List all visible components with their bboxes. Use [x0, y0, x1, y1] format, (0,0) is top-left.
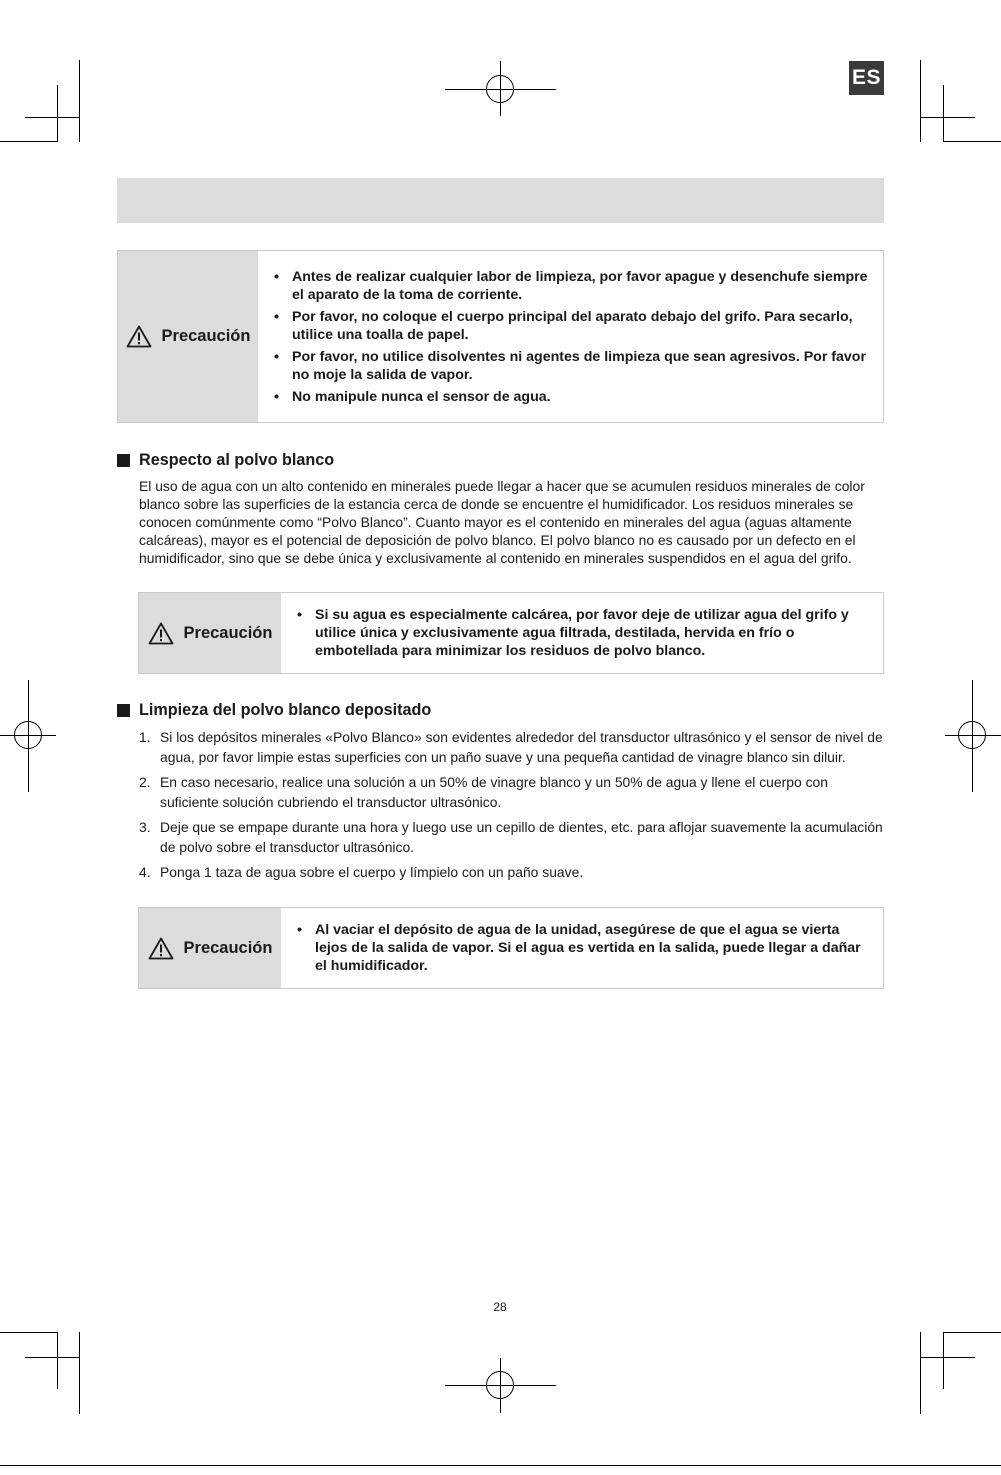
caution-item: • Por favor, no coloque el cuerpo principal del aparato debajo del grifo. Para secarlo, utilice una toalla de papel. [272, 308, 869, 344]
caution-item: • Al vaciar el depósito de agua de la unidad, asegúrese de que el agua se vierta lejos de la salida de vapor. Si el agua es vertida en la salida, puede llegar a dañar el humidificador. [295, 921, 869, 975]
caution-box-2 [138, 592, 884, 674]
step-text: Deje que se empape durante una hora y luego use un cepillo de dientes, etc. para aflojar suavemente la acumulación de polvo sobre el transductor ultrasónico. [160, 819, 883, 855]
section-title-text: Limpieza del polvo blanco depositado [139, 701, 432, 719]
caution-body [281, 908, 883, 988]
caution-box-3 [138, 907, 884, 989]
cleaning-steps [139, 727, 887, 887]
step-number: 1. [139, 729, 151, 745]
step-item [139, 727, 887, 767]
caution-body [281, 593, 883, 673]
header-bar [117, 178, 884, 223]
warning-icon [148, 937, 174, 960]
caution-label-text: Precaución [183, 938, 273, 957]
square-bullet-icon [117, 704, 130, 717]
caution-label [139, 593, 281, 673]
page-number: 28 [493, 1300, 507, 1314]
caution-item: • Antes de realizar cualquier labor de limpieza, por favor apague y desenchufe siempre el aparato de la toma de corriente. [272, 268, 869, 304]
warning-icon [148, 622, 174, 645]
step-item [139, 862, 887, 882]
step-number: 4. [139, 864, 151, 880]
caution-item: • Si su agua es especialmente calcárea, por favor deje de utilizar agua del grifo y utilice única y exclusivamente agua filtrada, destilada, hervida en frío o embotellada para minimizar los residuos de polvo blanco. [295, 606, 869, 660]
caution-label-text: Precaución [161, 327, 251, 345]
section-title-text: Respecto al polvo blanco [139, 451, 335, 469]
caution-label [118, 251, 258, 422]
step-number: 3. [139, 819, 151, 835]
step-text: Ponga 1 taza de agua sobre el cuerpo y límpielo con un paño suave. [160, 864, 584, 880]
step-number: 2. [139, 774, 151, 790]
step-text: En caso necesario, realice una solución a un 50% de vinagre blanco y un 50% de agua y llene el cuerpo con suficiente solución cubriendo el transductor ultrasónico. [160, 774, 828, 810]
language-tab: ES [849, 61, 884, 95]
section-title-white-dust [117, 451, 334, 470]
caution-item: • Por favor, no utilice disolventes ni agentes de limpieza que sean agresivos. Por favor no moje la salida de vapor. [272, 348, 869, 384]
warning-icon [126, 325, 152, 348]
section-paragraph: El uso de agua con un alto contenido en minerales puede llegar a hacer que se acumulen residuos minerales de color blanco sobre las superficies de la estancia cerca de donde se encuentre el humidificador. Los residuos minerales se conocen comúnmente como “Polvo Blanco”. Cuanto mayor es el contenido en minerales del agua (aguas altamente calcáreas), mayor es el potencial de deposición de polvo blanco. El polvo blanco no es causado por un defecto en el humidificador, sino que se debe única y exclusivamente al contenido en minerales suspendidos en el agua del grifo. [139, 478, 865, 566]
caution-item: • No manipule nunca el sensor de agua. [272, 388, 869, 406]
caution-box-1 [117, 250, 884, 423]
step-item [139, 772, 887, 812]
caution-body [258, 251, 883, 422]
square-bullet-icon [117, 454, 130, 467]
caution-label [139, 908, 281, 988]
step-text: Si los depósitos minerales «Polvo Blanco» son evidentes alrededor del transductor ultrasónico y el sensor de nivel de agua, por favor limpie estas superficies con un paño suave y una pequeña cantidad de vinagre blanco sin diluir. [160, 729, 883, 765]
step-item [139, 817, 887, 857]
caution-label-text: Precaución [183, 623, 273, 642]
section-title-cleaning [117, 701, 431, 720]
